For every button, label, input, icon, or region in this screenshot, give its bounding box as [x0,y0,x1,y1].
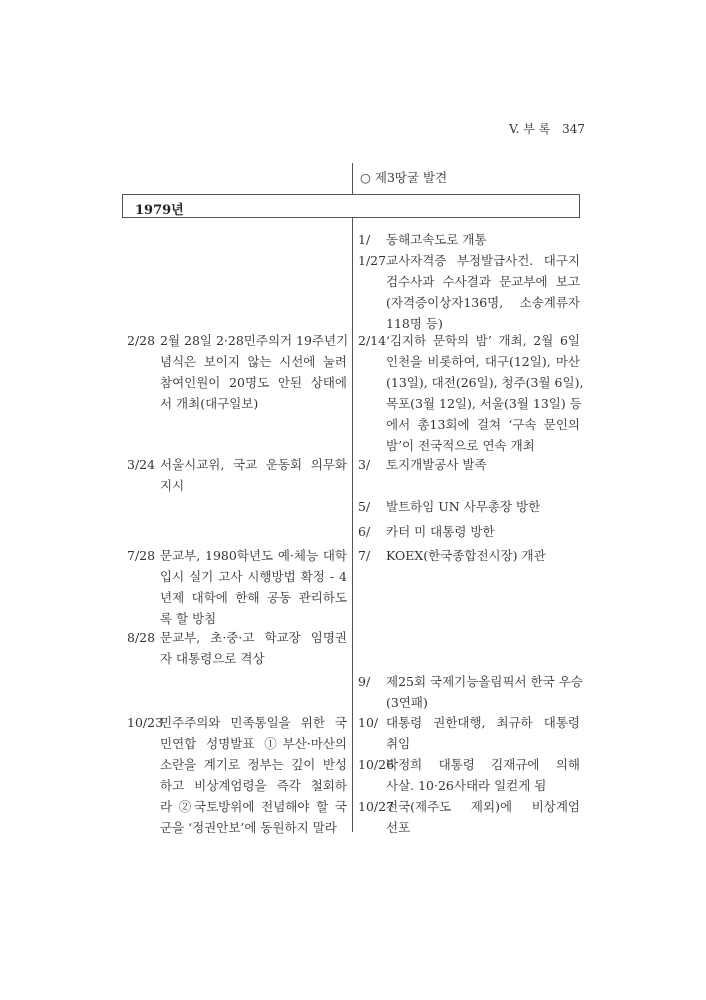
entry-text-line: 카터 미 대통령 방한 [386,524,495,539]
timeline-entry [127,454,347,496]
entry-text-line: 2월 28일 2·28민주의거 19주년기 [160,333,349,348]
entry-text-line: 년제 대학에 한해 공동 관리하도 [160,590,347,605]
timeline-entry [358,229,580,250]
timeline-entry [358,754,580,796]
entry-text-line: 동해고속도로 개통 [386,232,487,247]
section-label: V. 부 록 [509,122,551,136]
entry-text-line: KOEX(한국종합전시장) 개관 [386,548,546,563]
entry-date: 3/24 [127,457,156,472]
entry-date: 2/28 [127,333,156,348]
timeline-entry [127,712,347,838]
year-heading: 1979년 [135,203,184,218]
entry-text-line: 검수사과 수사결과 문교부에 보고 [386,274,580,289]
entry-date: 10/27 [358,799,395,814]
entry-text-line: 인천을 비롯하여, 대구(12일), 마산 [386,354,580,369]
entry-text-line: 목포(3월 12일), 서울(3월 13일) 등 [386,396,582,411]
entry-date: 2/14 [358,333,387,348]
entry-date: 9/ [358,674,371,689]
top-note: ○ 제3땅굴 발견 [360,170,448,185]
year-heading-box [122,194,580,218]
entry-text-line: (13일), 대전(26일), 청주(3월 6일), [386,375,584,390]
entry-text-line: 전국(제주도 제외)에 비상계엄 [386,799,580,814]
entry-text-line: 록 할 방침 [160,611,217,626]
entry-text-line: 118명 등) [386,316,443,331]
timeline-entry [358,712,580,754]
entry-date: 10/26 [358,757,395,772]
timeline-entry [358,330,584,456]
entry-date: 10/ [358,715,379,730]
timeline-entry [127,627,347,669]
entry-text-line: 밤’이 전국적으로 연속 개최 [386,438,535,453]
entry-text-line: 참여인원이 20명도 안된 상태에 [160,375,347,390]
timeline-entry [358,454,580,475]
entry-text-line: 취임 [386,736,411,751]
page-number: 347 [562,122,585,136]
timeline-entry [358,521,580,542]
entry-text-line: 소란을 계기로 정부는 깊이 반성 [160,757,347,772]
entry-text-line: 발트하임 UN 사무총장 방한 [386,499,541,514]
entry-text-line: 토지개발공사 발족 [386,457,487,472]
entry-text-line: 지시 [160,478,185,493]
entry-text-line: 입시 실기 고사 시행방법 확정 - 4 [160,569,347,584]
entry-text-line: 박정희 대통령 김재규에 의해 [386,757,580,772]
entry-text-line: ‘김지하 문학의 밤’ 개최, 2월 6일 [386,333,580,348]
entry-text-line: 에서 총13회에 걸쳐 ‘구속 문인의 [386,417,580,432]
entry-text-line: 교사자격증 부정발급사건. 대구지 [386,253,580,268]
running-header [501,120,585,137]
entry-text-line: 군을 ‘정권안보’에 동원하지 말라 [160,820,337,835]
entry-date: 8/28 [127,630,156,645]
entry-date: 3/ [358,457,371,472]
entry-text-line: (3연패) [386,695,428,710]
timeline-entry [127,545,347,629]
entry-text-line: 사살. 10·26사태라 일컫게 됨 [386,778,547,793]
entry-text-line: 서 개최(대구일보) [160,396,259,411]
entry-date: 1/27 [358,253,387,268]
entry-date: 7/ [358,548,371,563]
entry-text-line: 문교부, 1980학년도 예·체능 대학 [160,548,347,563]
timeline-entry [358,545,580,566]
entry-text-line: 문교부, 초·중·고 학교장 임명권 [160,630,347,645]
entry-date: 6/ [358,524,371,539]
entry-text-line: 서울시교위, 국교 운동회 의무화 [160,457,347,472]
timeline-entry [358,496,580,517]
entry-date: 1/ [358,232,371,247]
column-divider-top [352,163,353,194]
column-divider [352,218,353,832]
timeline-entry [358,671,583,713]
timeline-entry [358,250,580,334]
entry-text-line: (자격증이상자136명, 소송계류자 [386,295,580,310]
entry-text-line: 민연합 성명발표 ①부산·마산의 [160,736,347,751]
entry-text-line: 제25회 국제기능올림픽서 한국 우승 [386,674,583,689]
entry-text-line: 자 대통령으로 격상 [160,651,265,666]
entry-date: 7/28 [127,548,156,563]
entry-text-line: 하고 비상계엄령을 즉각 철회하 [160,778,347,793]
entry-date: 10/23 [127,715,164,730]
entry-text-line: 대통령 권한대행, 최규하 대통령 [386,715,580,730]
entry-text-line: 라 ②국토방위에 전념해야 할 국 [160,799,347,814]
timeline-entry [127,330,347,414]
entry-text-line: 선포 [386,820,411,835]
entry-text-line: 념식은 보이지 않는 시선에 눌려 [160,354,347,369]
entry-date: 5/ [358,499,371,514]
timeline-entry [358,796,580,838]
entry-text-line: 민주주의와 민족통일을 위한 국 [160,715,347,730]
